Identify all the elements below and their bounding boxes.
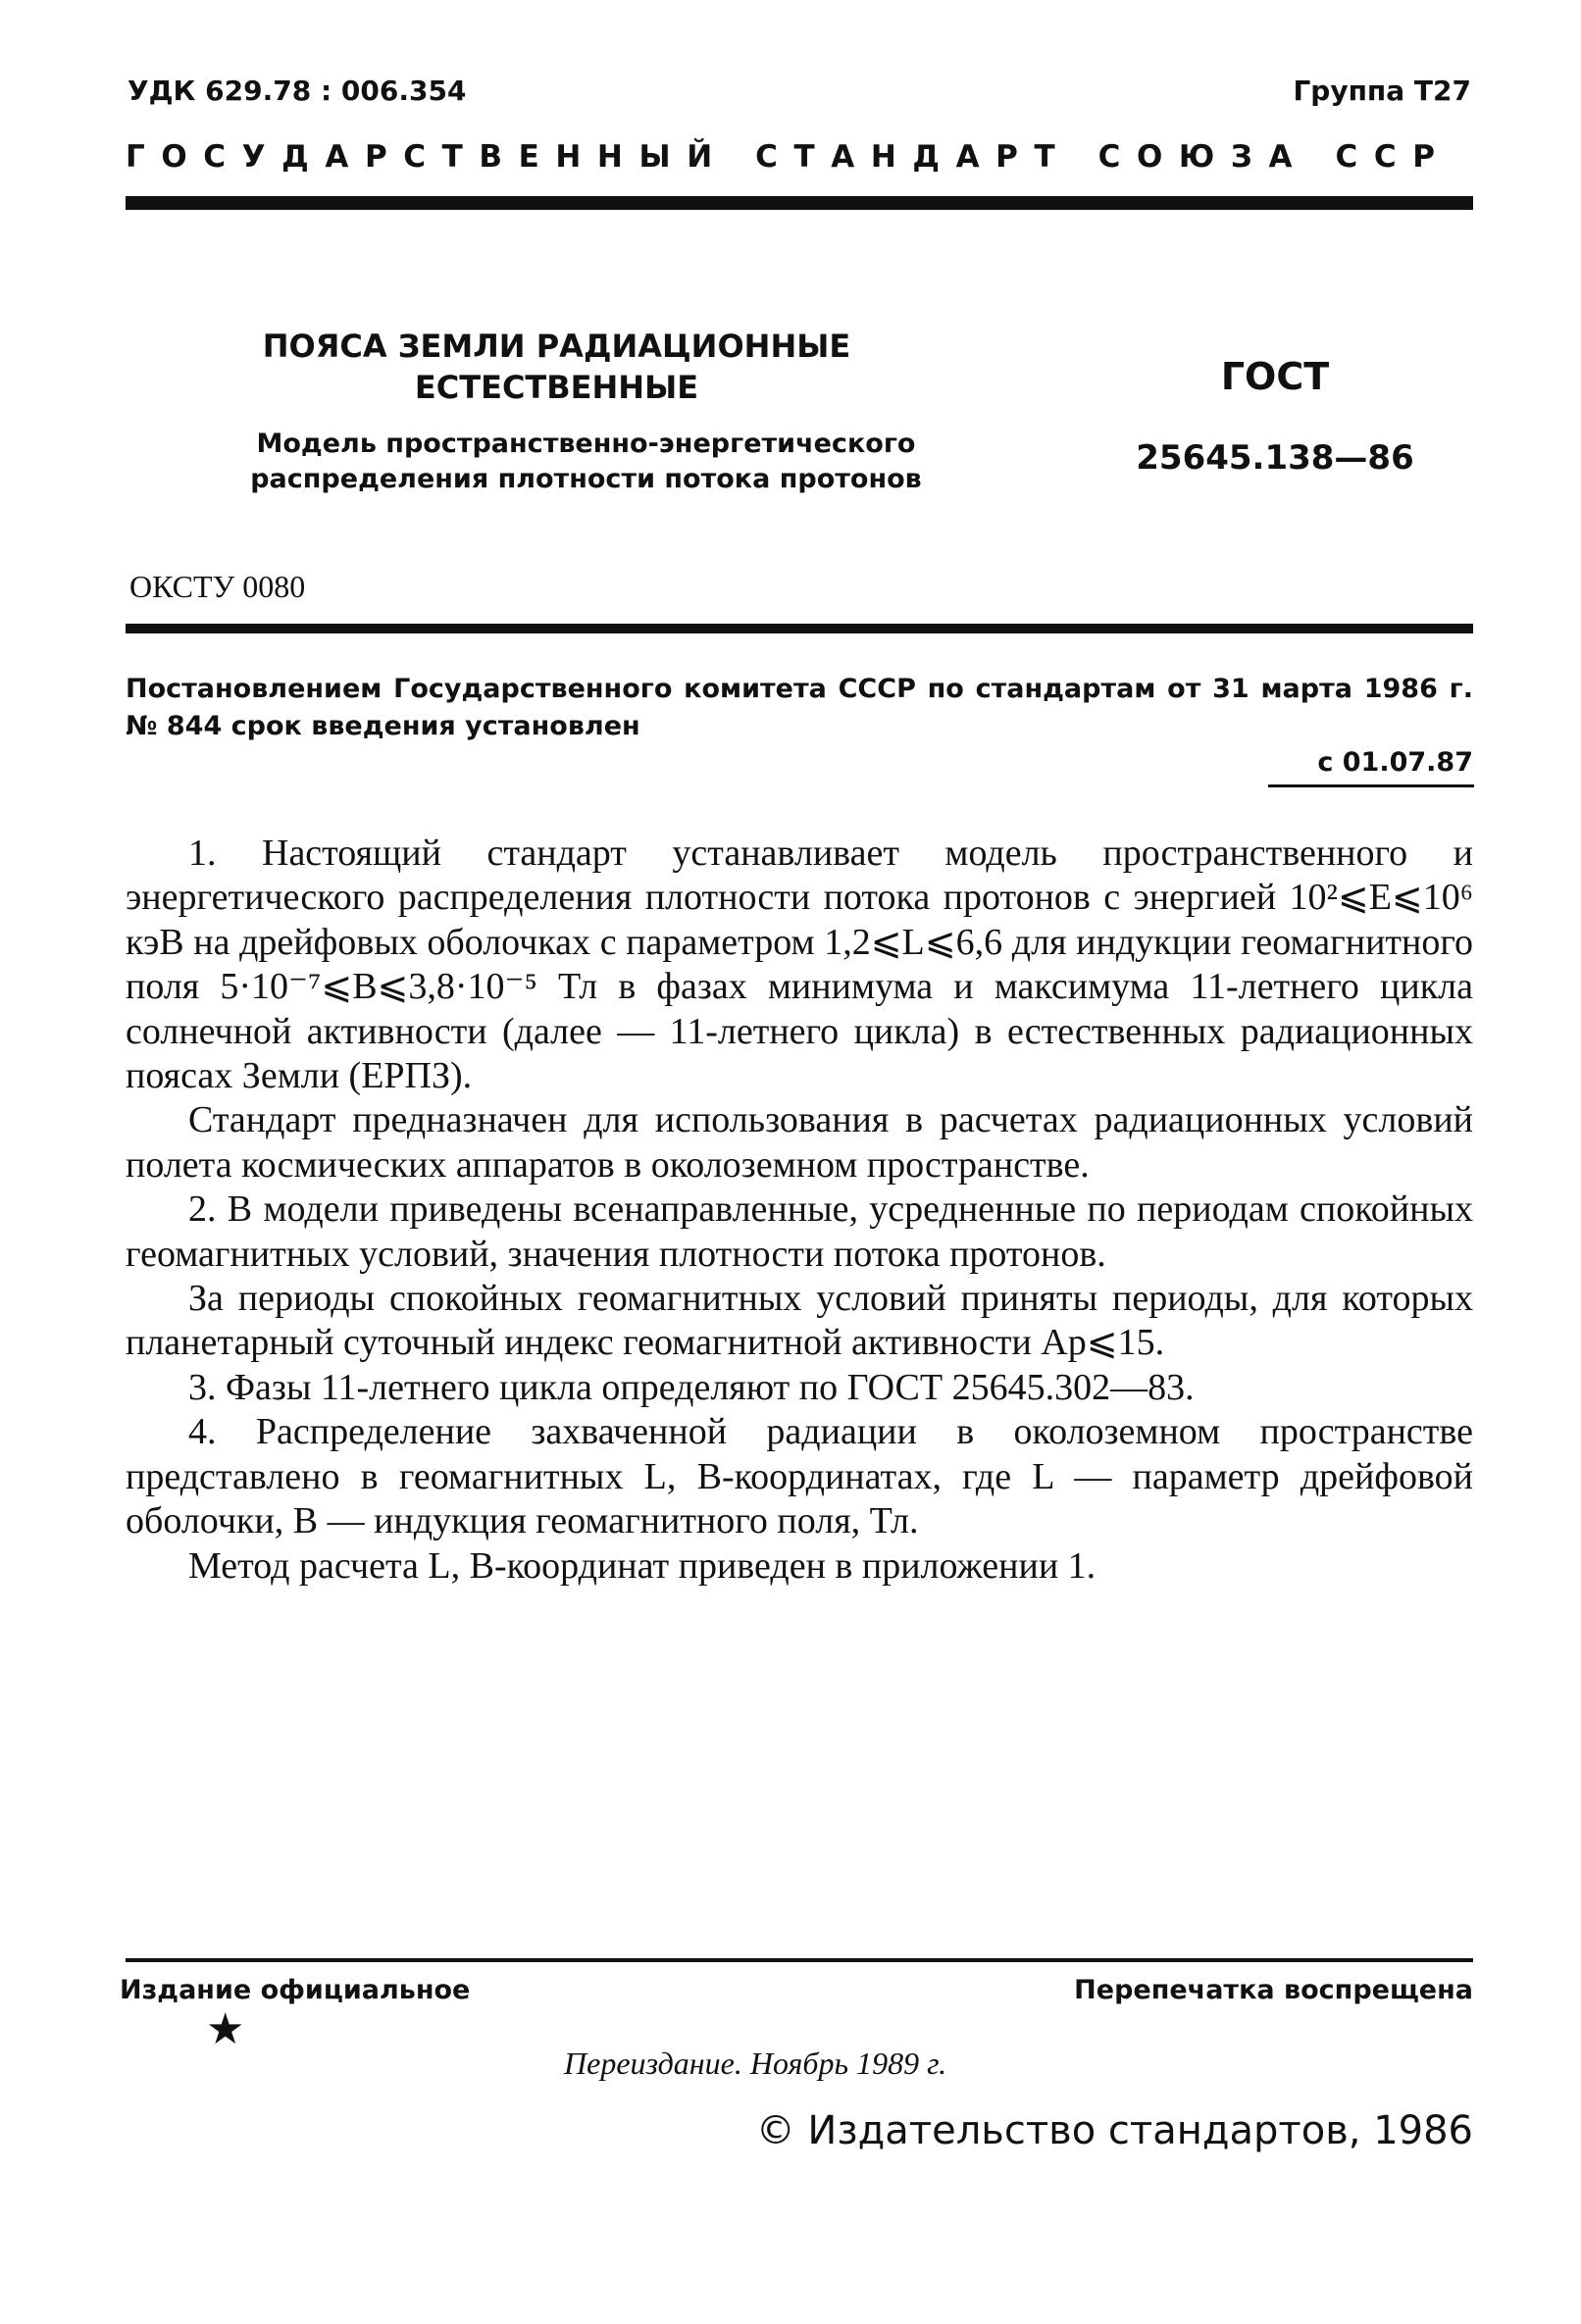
document-title: [230, 326, 883, 408]
subtitle-line-1: Модель пространственно-энергетического: [256, 429, 916, 459]
udk-code: УДК 629.78 : 006.354: [128, 75, 467, 107]
document-body: [126, 832, 1473, 1589]
star-icon: ★: [206, 2004, 245, 2054]
header-rule: [126, 196, 1473, 210]
paragraph-1: 1. Настоящий стандарт устанавливает модель пространственного и энергетического распределения плотности потока протонов с энергией 10²⩽E⩽10⁶ кэВ на дрейфовых оболочках с параметром 1,2⩽L⩽6,6 для индукции геомагнитного поля 5·10⁻⁷⩽B⩽3,8·10⁻⁵ Тл в фазах минимума и максимума 11-летнего цикла солнечной активности (далее — 11-летнего цикла) в естественных радиационных поясах Земли (ЕРПЗ).: [126, 833, 1473, 1097]
okstu-code: ОКСТУ 0080: [129, 569, 306, 604]
paragraph-5: 3. Фазы 11-летнего цикла определяют по ГОСТ 25645.302—83.: [188, 1366, 1195, 1408]
title-line-2: ЕСТЕСТВЕННЫЕ: [414, 369, 699, 406]
title-rule: [126, 624, 1473, 633]
reprint-ban-label: Перепечатка воспрещена: [1074, 1975, 1473, 2005]
reissue-note: Переиздание. Ноябрь 1989 г.: [564, 2046, 947, 2081]
subtitle-line-2: распределения плотности потока протонов: [250, 464, 922, 494]
paragraph-3: 2. В модели приведены всенаправленные, усредненные по периодам спокойных геомагнитных условий, значения плотности потока протонов.: [126, 1188, 1473, 1275]
copyright-notice: © Издательство стандартов, 1986: [755, 2108, 1473, 2153]
paragraph-7: Метод расчета L, B-координат приведен в приложении 1.: [188, 1544, 1096, 1587]
title-line-1: ПОЯСА ЗЕМЛИ РАДИАЦИОННЫЕ: [262, 328, 851, 365]
document-subtitle: [230, 427, 942, 497]
decree-text: Постановлением Государственного комитета СССР по стандартам от 31 марта 1986 г. № 844 срок введения установлен: [126, 674, 1473, 741]
state-standard-heading: ГОСУДАРСТВЕННЫЙ СТАНДАРТ СОЮЗА ССР: [126, 139, 1452, 175]
group-code: Группа Т27: [1293, 75, 1471, 107]
gost-number: 25645.138—86: [1136, 438, 1414, 478]
paragraph-2: Стандарт предназначен для использования в расчетах радиационных условий полета космических аппаратов в околоземном пространстве.: [126, 1099, 1473, 1186]
footer-rule: [126, 1958, 1473, 1962]
paragraph-4: За периоды спокойных геомагнитных условий приняты периоды, для которых планетарный суточный индекс геомагнитной активности Aр⩽15.: [126, 1278, 1473, 1364]
effective-date: с 01.07.87: [1317, 747, 1473, 778]
official-edition-label: Издание официальное: [120, 1975, 471, 2005]
paragraph-6: 4. Распределение захваченной радиации в околоземном пространстве представлено в геомагнитных L, B-координатах, где L — параметр дрейфовой оболочки, B — индукция геомагнитного поля, Тл.: [126, 1411, 1473, 1542]
effective-date-underline: [1268, 784, 1474, 787]
gost-label: ГОСТ: [1220, 355, 1330, 398]
